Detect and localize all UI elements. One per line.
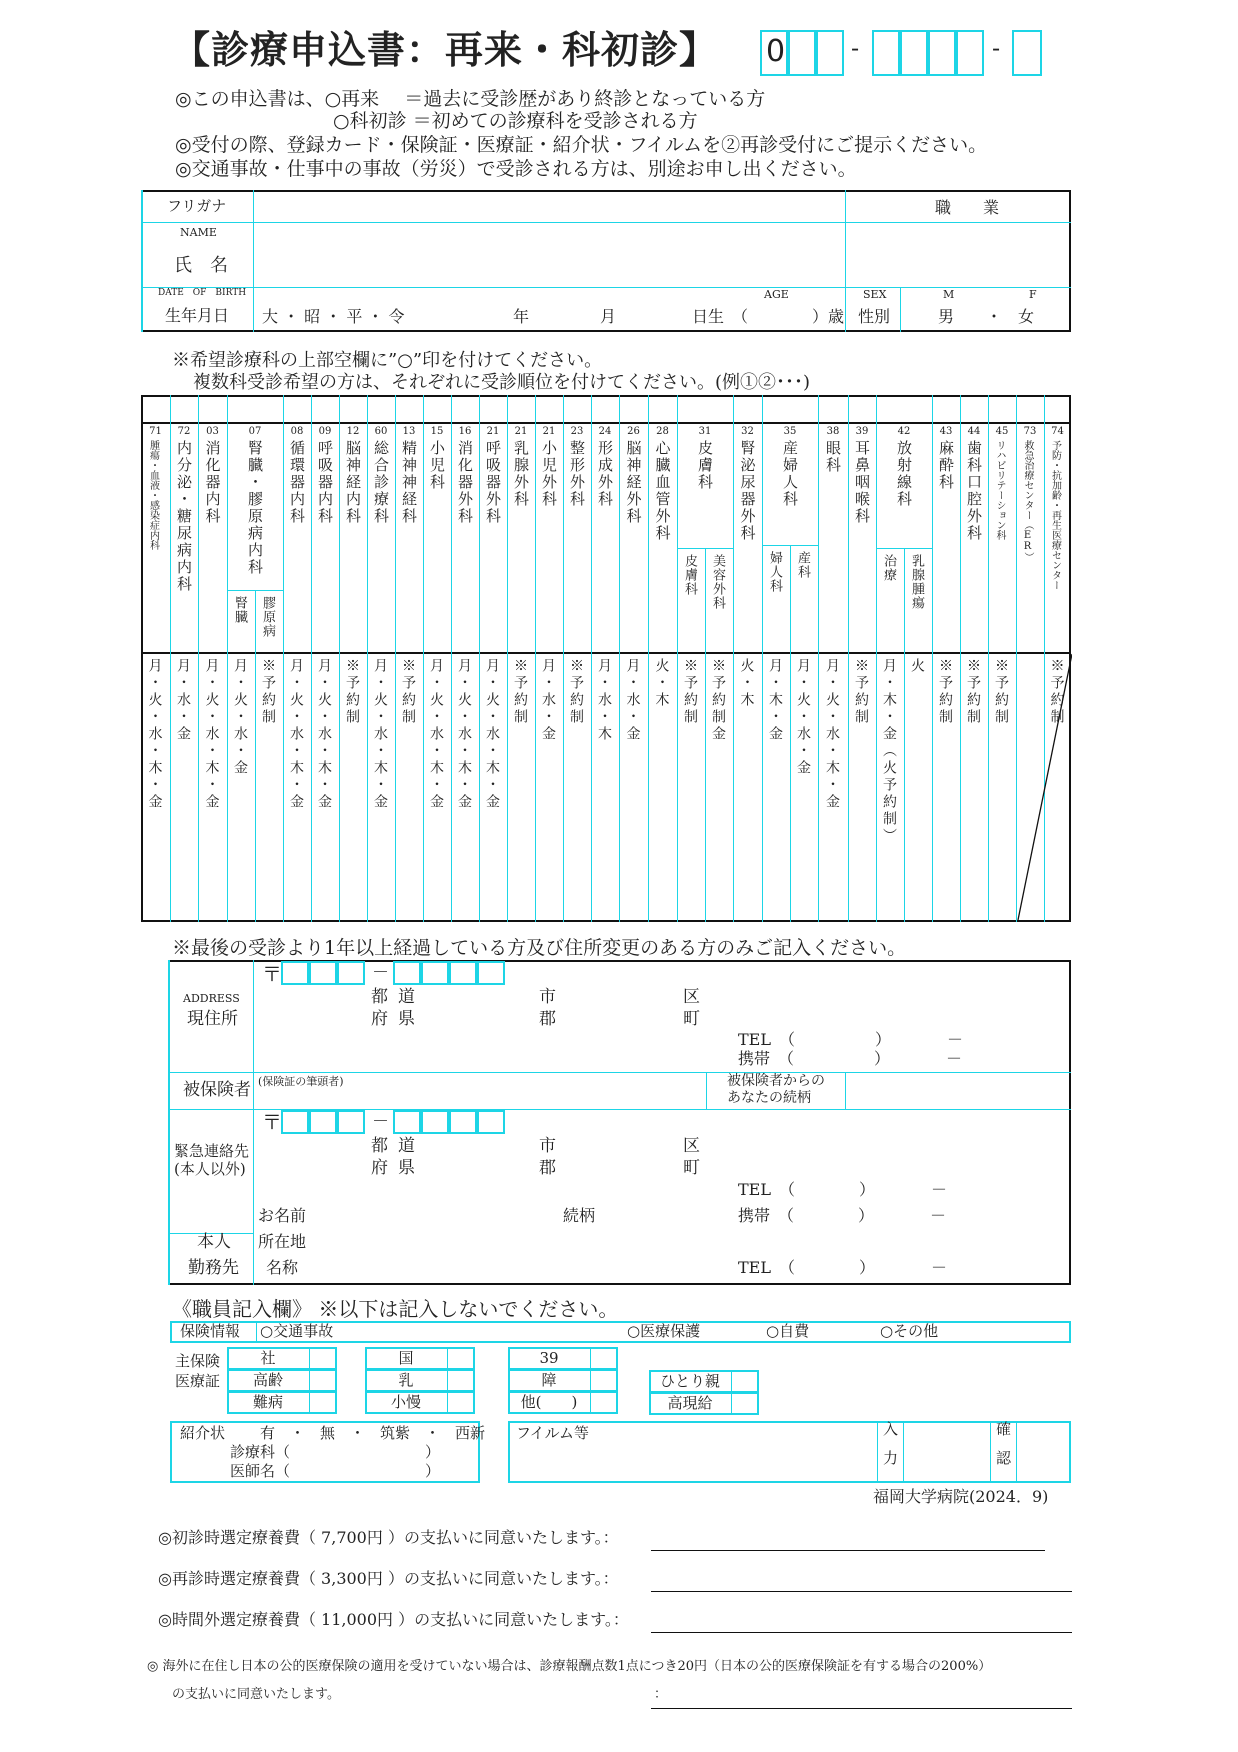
to-label: 都 — [371, 1136, 388, 1156]
dept-sub-name: 美容外科 — [710, 554, 725, 610]
dept-code: 32 — [741, 426, 754, 437]
er-slash — [1016, 652, 1072, 922]
postal-digit[interactable] — [337, 961, 365, 985]
gun-label: 郡 — [539, 1158, 556, 1178]
staff-check-divider — [309, 1391, 310, 1414]
dept-select-cell[interactable] — [228, 396, 282, 421]
opt-traffic[interactable]: ○交通事故 — [260, 1322, 334, 1340]
dept-col-line — [848, 395, 849, 922]
dept-select-cell[interactable] — [1045, 396, 1070, 421]
dept-name: 皮膚科 — [696, 440, 714, 491]
film-label: フイルム等 — [516, 1424, 590, 1442]
postal-dash: － — [372, 963, 389, 983]
dept-select-cell[interactable] — [620, 396, 647, 421]
insured-relation-label: 被保険者からの あなたの続柄 — [727, 1073, 825, 1106]
staff-check-divider — [309, 1347, 310, 1370]
dept-select-cell[interactable] — [649, 396, 676, 421]
dept-select-cell[interactable] — [480, 396, 506, 421]
dept-code: 43 — [939, 426, 953, 437]
dept-name: 小児科 — [428, 440, 446, 491]
consent-initial: ◎初診時選定療養費（ 7,700円 ）の支払いに同意いたします。： — [158, 1528, 619, 1547]
dept-name: 脳神経内科 — [344, 440, 362, 525]
name-label: 氏 名 — [174, 255, 228, 276]
dept-col-line — [479, 395, 480, 922]
id-box[interactable] — [900, 30, 928, 76]
staff-check-label: 障 — [541, 1371, 557, 1389]
dept-days: 火・木 — [738, 658, 755, 709]
dept-name: 脳神経外科 — [624, 440, 643, 525]
dept-code: 24 — [598, 426, 612, 437]
staff-check-label: 国 — [398, 1349, 414, 1367]
dept-days: 月・火・水・木・金 — [484, 658, 500, 811]
dept-code: 13 — [402, 426, 416, 437]
staff-check-divider — [590, 1391, 591, 1414]
dept-days: ※予約制 — [512, 658, 528, 726]
postal-mark: 〒 — [262, 1110, 282, 1134]
age-en-label: AGE — [764, 288, 789, 301]
id-dash: - — [992, 34, 1001, 62]
staff-check-divider — [731, 1392, 732, 1415]
dept-name: 耳鼻咽喉科 — [853, 440, 871, 525]
dept-col-line — [395, 395, 396, 922]
dept-col-line — [932, 395, 933, 922]
dept-col-line — [619, 395, 620, 922]
dept-days: ※予約制 — [568, 658, 584, 726]
dept-days: ※予約制 — [937, 658, 953, 726]
dept-name: 整形外科 — [568, 440, 586, 508]
dept-name: 乳腺外科 — [512, 440, 530, 508]
shi-label: 市 — [539, 987, 556, 1007]
male-en-label: M — [943, 288, 955, 301]
id-box[interactable] — [928, 30, 956, 76]
dept-col-line — [705, 548, 706, 922]
dept-code: 21 — [514, 426, 528, 437]
id-box[interactable] — [1012, 30, 1042, 76]
dept-name: 消化器内科 — [203, 440, 222, 525]
ku-label: 区 — [683, 987, 700, 1007]
postal-digit[interactable] — [309, 961, 337, 985]
dept-name: 放射線科 — [895, 440, 913, 508]
dept-select-cell[interactable] — [678, 396, 732, 421]
staff-check-divider — [590, 1347, 591, 1370]
dept-code: 07 — [248, 426, 262, 437]
dept-name: リハビリテーション科 — [994, 440, 1005, 540]
dept-sub-name: 膠原病 — [260, 596, 275, 638]
dept-col-line — [648, 395, 649, 922]
staff-check-divider — [447, 1391, 448, 1414]
dept-select-cell[interactable] — [284, 396, 310, 421]
dept-name: 腎臓・膠原病内科 — [246, 440, 264, 576]
dept-code: 21 — [486, 426, 500, 437]
confirm-label: 確 認 — [996, 1420, 1012, 1467]
occupation-label: 職 業 — [935, 198, 1000, 217]
dept-name: 麻酔科 — [937, 440, 955, 491]
dept-select-cell[interactable] — [368, 396, 394, 421]
id-box[interactable] — [788, 30, 816, 76]
dept-days: 月・水・木 — [596, 658, 612, 743]
to-label: 都 — [371, 987, 388, 1007]
work-location-label: 所在地 — [258, 1232, 307, 1251]
dept-name: 総合診療科 — [372, 440, 390, 525]
dept-name: 腎泌尿器外科 — [738, 440, 757, 542]
month-label: 月 — [600, 307, 617, 326]
dept-days: ※予約制 — [682, 658, 698, 726]
sex-options[interactable]: 男 ・ 女 — [938, 307, 1035, 326]
postal-digit[interactable] — [281, 961, 309, 985]
dept-select-cell[interactable] — [508, 396, 534, 421]
postal-digit[interactable] — [477, 1110, 505, 1134]
dept-col-line — [507, 395, 508, 922]
dept-select-cell[interactable] — [734, 396, 761, 421]
dept-select-cell[interactable] — [877, 396, 931, 421]
work-tel[interactable]: TEL （ ） － — [738, 1258, 947, 1277]
referral-doctor: 医師名（ ） — [230, 1462, 441, 1480]
main-insurance-label: 主保険 医療証 — [175, 1352, 221, 1390]
dept-col-line — [563, 395, 564, 922]
dept-days: 月・水・金 — [624, 658, 641, 743]
dept-name: 循環器内科 — [288, 440, 306, 525]
staff-check-label: ひとり親 — [659, 1372, 720, 1390]
dept-code: 15 — [430, 426, 444, 437]
shi-label: 市 — [539, 1136, 556, 1156]
opt-medical-protect[interactable]: ○医療保護 — [627, 1322, 701, 1340]
dept-code: 71 — [149, 426, 162, 437]
dept-select-cell[interactable] — [849, 396, 875, 421]
dept-sub-name: 腎臓 — [232, 596, 247, 624]
staff-check-divider — [447, 1347, 448, 1370]
dept-days: 月・火・水・木・金 — [146, 658, 163, 811]
id-box[interactable] — [872, 30, 900, 76]
opt-other[interactable]: ○その他 — [880, 1322, 939, 1340]
ku-label: 区 — [683, 1136, 700, 1156]
postal-digit[interactable] — [281, 1110, 309, 1134]
female-en-label: F — [1029, 288, 1037, 301]
staff-check-divider — [590, 1369, 591, 1392]
dou-label: 道 — [398, 1136, 415, 1156]
dept-name: 予防・抗加齢・再生医療センター — [1049, 440, 1061, 590]
dept-select-cell[interactable] — [536, 396, 562, 421]
dept-col-line — [988, 395, 989, 922]
dept-days: 月・水・金 — [175, 658, 191, 743]
intro-line: ○科初診 ＝初めての診療科を受診される方 — [333, 110, 698, 132]
staff-check-label: 39 — [539, 1349, 559, 1367]
dept-select-cell[interactable] — [564, 396, 590, 421]
dept-code: 09 — [318, 426, 332, 437]
dept-col-line — [733, 395, 734, 922]
emergency-name-label: お名前 — [258, 1206, 307, 1225]
dept-days: 月・火・水・木・金 — [824, 658, 840, 811]
dept-days: 月・火・水・木・金 — [372, 658, 388, 811]
postal-digit[interactable] — [393, 961, 421, 985]
dept-days: ※予約制 — [260, 658, 276, 726]
postal-digit[interactable] — [309, 1110, 337, 1134]
dept-col-line — [423, 395, 424, 922]
dept-code: 74 — [1051, 426, 1064, 437]
id-box[interactable] — [956, 30, 984, 76]
staff-check-label: 高現給 — [667, 1394, 713, 1412]
dept-select-cell[interactable] — [961, 396, 987, 421]
machi-label: 町 — [683, 1158, 700, 1178]
insured-label: 被保険者 — [183, 1080, 251, 1100]
dept-days: 月・火・水・金 — [232, 658, 248, 777]
name-field[interactable] — [256, 225, 842, 285]
dept-name: 腫瘍・血液・感染症内科 — [147, 440, 159, 550]
dept-name: 形成外科 — [596, 440, 614, 508]
dept-col-line — [960, 395, 961, 922]
opt-self-pay[interactable]: ○自費 — [766, 1322, 810, 1340]
dept-name: 消化器外科 — [456, 440, 474, 525]
staff-check-label: 小慢 — [390, 1393, 421, 1411]
id-dash: - — [851, 34, 860, 62]
footer-org: 福岡大学病院(2024．9) — [873, 1487, 1049, 1506]
furigana-field[interactable] — [256, 192, 842, 220]
staff-check-label: 高齢 — [252, 1371, 283, 1389]
dept-days: 月・木・金 — [767, 658, 783, 743]
fu-label: 府 — [371, 1009, 388, 1029]
dept-sub-name: 婦人科 — [767, 551, 782, 593]
dept-code: 35 — [783, 426, 797, 437]
dept-code: 21 — [542, 426, 556, 437]
consent-revisit: ◎再診時選定療養費（ 3,300円 ）の支払いに同意いたします。： — [158, 1569, 619, 1588]
dept-sub-name: 皮膚科 — [682, 554, 697, 596]
dept-code: 28 — [656, 426, 669, 437]
sex-label: 性別 — [858, 307, 891, 326]
dept-col-line — [367, 395, 368, 922]
dept-col-line — [339, 395, 340, 922]
address-en-label: ADDRESS — [183, 992, 240, 1005]
dept-code: 60 — [374, 426, 388, 437]
dept-days: 月・火・水・木・金 — [203, 658, 220, 811]
dept-code: 45 — [995, 426, 1009, 437]
dept-code: 39 — [855, 426, 869, 437]
dept-days: ※予約制金 — [710, 658, 726, 743]
staff-heading: 《職員記入欄》 ※以下は記入しないでください。 — [172, 1297, 619, 1321]
dept-col-line — [451, 395, 452, 922]
dept-days: ※予約制 — [400, 658, 416, 726]
dept-sub-name: 産科 — [795, 551, 810, 579]
postal-mark: 〒 — [262, 962, 282, 986]
referral-options[interactable]: 有 ・ 無 ・ 筑紫 ・ 西新 — [260, 1424, 486, 1442]
dept-select-cell[interactable] — [396, 396, 422, 421]
dept-select-cell[interactable] — [312, 396, 338, 421]
staff-check-divider — [447, 1369, 448, 1392]
address-note: ※最後の受診より1年以上経過している方及び住所変更のある方のみご記入ください。 — [172, 937, 907, 959]
address-mobile[interactable]: 携帯 （ ） － — [738, 1049, 963, 1068]
dept-name: 呼吸器内科 — [316, 440, 334, 525]
dept-select-cell[interactable] — [592, 396, 618, 421]
dept-col-line — [170, 395, 171, 922]
staff-check-divider — [309, 1369, 310, 1392]
dept-name: 心臓血管外科 — [653, 440, 672, 542]
dob-en-label: DATE OF BIRTH — [158, 288, 247, 298]
id-box[interactable] — [816, 30, 844, 76]
insured-note: (保険証の筆頭者) — [258, 1075, 344, 1088]
machi-label: 町 — [683, 1009, 700, 1029]
fu-label: 府 — [371, 1158, 388, 1178]
staff-check-label: 難病 — [252, 1393, 283, 1411]
emergency-relation-label: 続柄 — [563, 1206, 596, 1225]
intro-line: ◎受付の際、登録カード・保険証・医療証・紹介状・フイルムを②再診受付にご提示ください。 — [175, 134, 988, 156]
emergency-label: 緊急連絡先 (本人以外) — [174, 1142, 250, 1178]
dept-days: ※予約制 — [853, 658, 869, 726]
emergency-mobile[interactable]: 携帯 （ ） － — [738, 1206, 947, 1225]
gun-label: 郡 — [539, 1009, 556, 1029]
dept-select-cell[interactable] — [199, 396, 226, 421]
dept-code: 16 — [458, 426, 472, 437]
dept-days: 月・木・金（火予約制） — [881, 658, 897, 845]
dept-select-cell[interactable] — [452, 396, 478, 421]
dept-name: 内分泌・糖尿病内科 — [175, 440, 193, 593]
dept-code: 42 — [897, 426, 911, 437]
dept-select-cell[interactable] — [1017, 396, 1043, 421]
dept-name: 歯科口腔外科 — [965, 440, 983, 542]
emergency-tel[interactable]: TEL （ ） － — [738, 1180, 947, 1199]
dept-col-line — [790, 545, 791, 922]
sex-en-label: SEX — [863, 288, 887, 301]
dept-days: ※予約制 — [344, 658, 360, 726]
overseas-note: ◎ 海外に在住し日本の公的医療保険の適用を受けていない場合は、診療報酬点数1点につき20円（日本の公的医療保険証を有する場合の200%） — [147, 1659, 992, 1674]
dept-note: ※希望診療科の上部空欄に”○”印を付けてください。 — [172, 350, 603, 371]
year-label: 年 — [513, 307, 530, 326]
dept-col-line — [255, 590, 256, 922]
staff-check-divider — [731, 1370, 732, 1393]
dept-name: 小児外科 — [540, 440, 558, 508]
dept-col-line — [677, 395, 678, 922]
id-prefix: 0 — [766, 34, 786, 69]
dept-select-cell[interactable] — [142, 396, 169, 421]
dept-select-cell[interactable] — [989, 396, 1015, 421]
dept-select-cell[interactable] — [763, 396, 817, 421]
dept-name: 精神神経科 — [400, 440, 418, 525]
dept-col-line — [283, 395, 284, 922]
work-label-employer: 勤務先 — [188, 1258, 239, 1278]
er-slash-line — [1018, 654, 1072, 920]
dept-code: 44 — [967, 426, 981, 437]
dept-name: 救急治療センター（ER） — [1022, 440, 1033, 562]
ken-label: 県 — [398, 1009, 415, 1029]
day-age-label: 日生 （ ）歳 — [692, 307, 845, 326]
occupation-field[interactable] — [848, 225, 1068, 285]
era-options[interactable]: 大 ・ 昭 ・ 平 ・ 令 — [262, 307, 405, 326]
postal-digit[interactable] — [421, 961, 449, 985]
dept-days: 月・火・水・木・金 — [456, 658, 472, 811]
dept-days: 月・火・水・木・金 — [428, 658, 444, 811]
ken-label: 県 — [398, 1158, 415, 1178]
dept-col-line — [876, 395, 877, 922]
dept-name: 呼吸器外科 — [484, 440, 502, 525]
dept-select-cell[interactable] — [424, 396, 450, 421]
postal-digit[interactable] — [477, 961, 505, 985]
referral-label: 紹介状 — [180, 1424, 226, 1442]
dept-col-line — [904, 548, 905, 922]
overseas-note: の支払いに同意いたします。 — [172, 1687, 340, 1702]
dept-code: 26 — [627, 426, 640, 437]
dept-code: 73 — [1023, 426, 1037, 437]
input-label: 入 力 — [883, 1420, 899, 1467]
dept-days: 月・水・金 — [540, 658, 556, 743]
dept-days: 火 — [909, 658, 925, 675]
work-label-self: 本人 — [197, 1232, 231, 1252]
dept-days: 月・火・水・木・金 — [288, 658, 304, 811]
dept-days: ※予約制 — [965, 658, 981, 726]
dept-col-line — [591, 395, 592, 922]
postal-digit[interactable] — [337, 1110, 365, 1134]
postal-digit[interactable] — [449, 1110, 477, 1134]
dept-col-line — [762, 395, 763, 922]
staff-check-label: 乳 — [398, 1371, 414, 1389]
furigana-label: フリガナ — [167, 197, 227, 215]
dept-sub-name: 乳腺腫瘍 — [909, 554, 924, 610]
address-label: 現住所 — [187, 1009, 238, 1029]
staff-check-label: 他( ) — [520, 1393, 578, 1411]
dept-days: 月・火・水・金 — [795, 658, 811, 777]
work-name-label: 名称 — [266, 1258, 299, 1277]
dept-code: 12 — [346, 426, 360, 437]
intro-line: ◎交通事故・仕事中の事故（労災）で受診される方は、別途お申し出ください。 — [175, 158, 857, 180]
dept-col-line — [535, 395, 536, 922]
staff-check-label: 社 — [260, 1349, 276, 1367]
dept-select-cell[interactable] — [340, 396, 366, 421]
dept-code: 38 — [826, 426, 840, 437]
dept-days: ※予約制 — [993, 658, 1009, 726]
dou-label: 道 — [398, 987, 415, 1007]
dept-col-line — [227, 395, 228, 922]
dept-note: 複数科受診希望の方は、それぞれに受診順位を付けてください。(例①②･･･) — [193, 372, 811, 393]
name-en-label: NAME — [180, 226, 217, 239]
postal-digit[interactable] — [393, 1110, 421, 1134]
overseas-colon: ： — [654, 1687, 668, 1702]
dept-code: 08 — [290, 426, 304, 437]
address-tel[interactable]: TEL （ ） － — [738, 1030, 963, 1049]
dept-col-line — [198, 395, 199, 922]
dept-name: 産婦人科 — [781, 440, 799, 508]
intro-line: ◎この申込書は、○再来 ＝過去に受診歴があり終診となっている方 — [175, 88, 766, 110]
dept-select-cell[interactable] — [171, 396, 197, 421]
dept-col-line — [818, 395, 819, 922]
referral-dept: 診療科（ ） — [230, 1443, 441, 1461]
page-title: 【診療申込書：再来・科初診】 — [172, 28, 719, 72]
dept-code: 72 — [177, 426, 191, 437]
dept-select-cell[interactable] — [933, 396, 959, 421]
dept-select-cell[interactable] — [819, 396, 847, 421]
dept-days: 月・火・水・木・金 — [316, 658, 332, 811]
consent-after-hours: ◎時間外選定療養費（ 11,000円 ）の支払いに同意いたします。： — [158, 1610, 629, 1629]
postal-digit[interactable] — [449, 961, 477, 985]
dept-code: 23 — [570, 426, 584, 437]
dept-sub-name: 治療 — [881, 554, 896, 582]
dept-days: ※予約制 — [1048, 658, 1065, 726]
dept-col-line — [311, 395, 312, 922]
dept-days: 火・木 — [653, 658, 670, 709]
dept-code: 03 — [206, 426, 219, 437]
postal-dash: － — [372, 1112, 389, 1132]
dob-label: 生年月日 — [165, 306, 230, 325]
postal-digit[interactable] — [421, 1110, 449, 1134]
dept-name: 眼科 — [824, 440, 842, 474]
insurance-info-label: 保険情報 — [180, 1322, 241, 1340]
dept-code: 31 — [698, 426, 712, 437]
